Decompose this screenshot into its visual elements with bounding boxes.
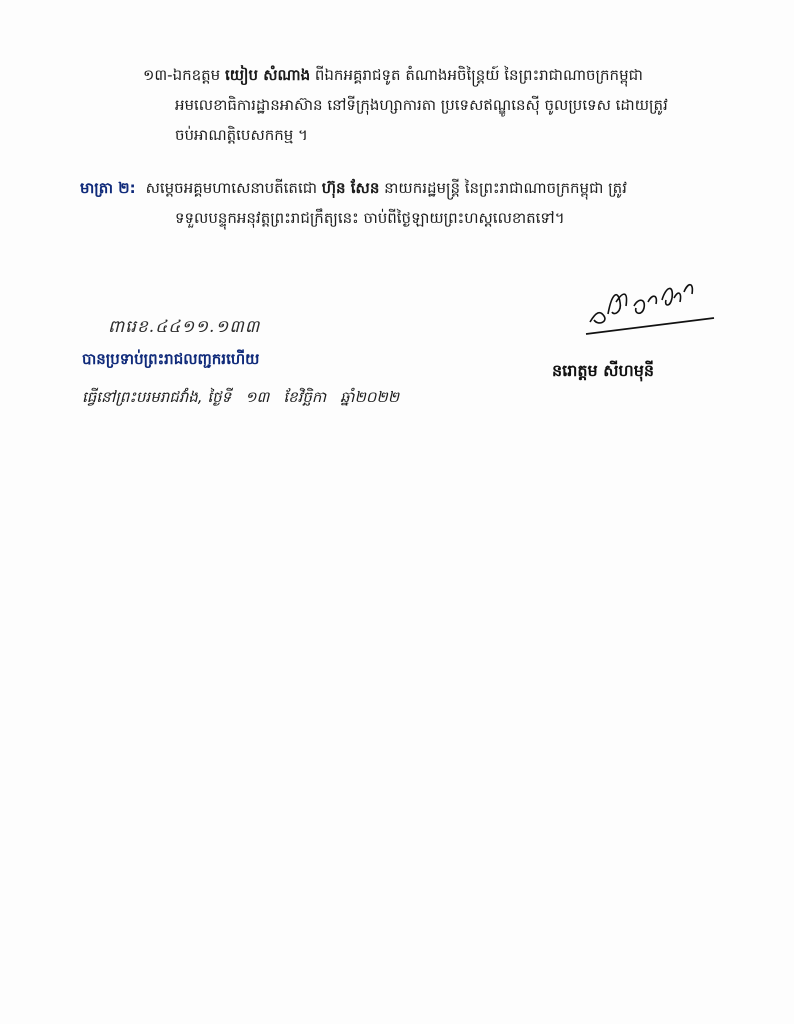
item-13-prefix: ១៣-ឯកឧត្តម xyxy=(143,66,225,84)
date-place: ធ្វើនៅព្រះបរមរាជវាំង, ថ្ងៃទី xyxy=(82,388,232,406)
article-2-name: ហ៊ុន សែន xyxy=(321,179,380,197)
date-month: ខែវិច្ឆិកា xyxy=(283,388,327,406)
article-2-line-2: ទទួលបន្ទុកអនុវត្តព្រះរាជក្រឹត្យនេះ ចាប់ពីថ្ងៃឡាយព្រះហស្តលេខាតទៅ។ xyxy=(175,209,565,227)
item-13-line1-rest: ពីឯកអគ្គរាជទូត តំណាងអចិន្ត្រៃយ៍ នៃព្រះរាជាណាចក្រកម្ពុជា xyxy=(310,66,643,84)
item-13-line-1 xyxy=(143,64,643,86)
article-2-line-1 xyxy=(80,177,627,199)
item-13-line-2: អមលេខាធិការដ្ឋានអាស៊ាន នៅទីក្រុងហ្សាការតា ប្រទេសឥណ្ឌូនេស៊ី ចូលប្រទេស ដោយត្រូវ xyxy=(175,96,668,114)
date-line xyxy=(82,388,413,410)
date-year: ឆ្នាំ២០២២ xyxy=(340,388,400,406)
item-13-line-3: ចប់អាណត្តិបេសកកម្ម ។ xyxy=(175,126,308,144)
article-2-after-name: នាយករដ្ឋមន្ត្រី នៃព្រះរាជាណាចក្រកម្ពុជា ត្រូវ xyxy=(379,179,627,197)
royal-signature xyxy=(578,272,718,342)
seal-note: ពារេខ.៤៤១១.១៣៣ xyxy=(108,317,261,337)
signer-name: នរោត្តម សីហមុនី xyxy=(552,361,655,380)
item-13-name: យៀប សំណាង xyxy=(224,66,311,84)
article-2-label: មាត្រា ២: xyxy=(80,179,136,197)
date-day: ១៣ xyxy=(245,388,270,406)
article-2-before-name: សម្តេចអគ្គមហាសេនាបតីតេជោ xyxy=(145,179,322,197)
certified-seal-statement: បានប្រទាប់ព្រះរាជលញ្ជករហើយ xyxy=(82,350,260,368)
